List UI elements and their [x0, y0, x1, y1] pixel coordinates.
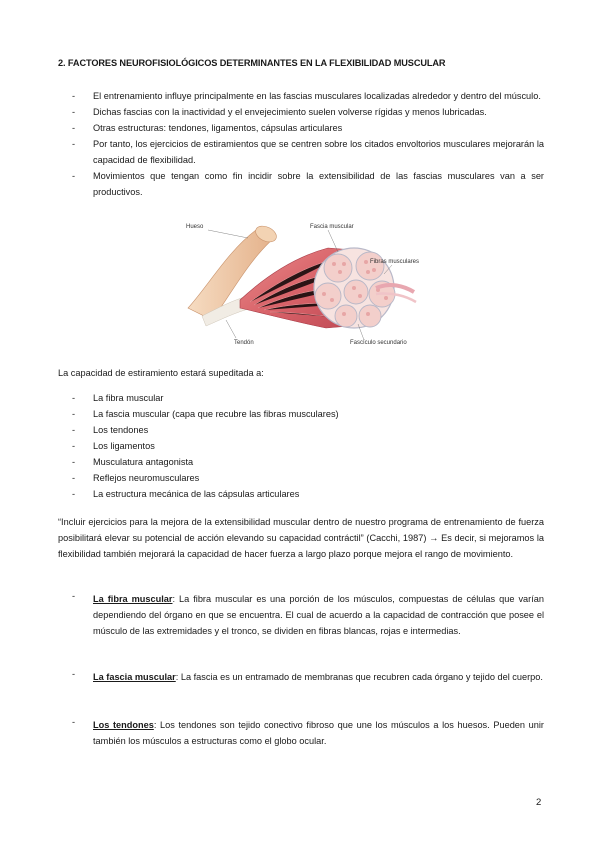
- list-item: - Los tendones: [58, 422, 544, 438]
- list-item: - Musculatura antagonista: [58, 454, 544, 470]
- dash-bullet: -: [72, 91, 76, 101]
- list-item: - Movimientos que tengan como fin incidir sobre la extensibilidad de las fascias musculares van a ser productivos.: [58, 168, 544, 200]
- definition-text: : Los tendones son tejido conectivo fibroso que une los músculos a los huesos. Pueden unir también los músculos a estructuras como el globo ocular.: [93, 720, 544, 746]
- dash-bullet: -: [72, 123, 76, 133]
- label-bone: Hueso: [186, 224, 204, 230]
- muscle-anatomy-illustration: [178, 216, 426, 350]
- dash-bullet: -: [72, 489, 76, 499]
- list-item: - Reflejos neuromusculares: [58, 470, 544, 486]
- definition-text: : La fibra muscular es una porción de los músculos, compuestas de células que varían dependiendo del órgano en que se encuentra. El cual de acuerdo a la capacidad de contracción que posee el músculo de las extremidades y el tronco, se dividen en fibras blancas, rojas e intermedias.: [93, 594, 544, 636]
- quote-paragraph: “Incluir ejercicios para la mejora de la extensibilidad muscular dentro de nuestro programa de entrenamiento de fuerza posibilitará elevar su potencial de acción elevando su capacidad contráctil” (Cacchi, 1987) → Es decir, si mejoramos la flexibilidad también mejorará la capacidad de hacer fuerza a largo plazo porque mejora el rango de movimiento.: [58, 517, 544, 559]
- capacity-intro: La capacidad de estiramiento estará supeditada a:: [58, 368, 264, 378]
- list-item: - Otras estructuras: tendones, ligamentos, cápsulas articulares: [58, 120, 544, 136]
- page-number: 2: [536, 797, 542, 808]
- dash-bullet: -: [72, 473, 76, 483]
- dash-bullet: -: [72, 669, 76, 679]
- fascia-points-list: [58, 88, 544, 200]
- dash-bullet: -: [72, 139, 76, 149]
- label-fibers: Fibras musculares: [370, 259, 420, 265]
- definition-text: : La fascia es un entramado de membranas que recubren cada órgano y tejido del cuerpo.: [175, 672, 543, 682]
- section-heading: 2. FACTORES NEUROFISIOLÓGICOS DETERMINANTES EN LA FLEXIBILIDAD MUSCULAR: [58, 58, 446, 68]
- dash-bullet: -: [72, 591, 76, 601]
- list-item: - Por tanto, los ejercicios de estiramientos que se centren sobre los citados envoltorios musculares mejorarán la capacidad de flexibilidad.: [58, 136, 544, 168]
- list-item: - El entrenamiento influye principalmente en las fascias musculares localizadas alrededor y dentro del músculo.: [58, 88, 544, 104]
- dash-bullet: -: [72, 457, 76, 467]
- definition-term: La fibra muscular: [93, 594, 173, 604]
- label-fascicle: Fascículo secundario: [350, 340, 407, 346]
- label-tendon: Tendón: [234, 340, 254, 346]
- dash-bullet: -: [72, 409, 76, 419]
- list-item: - Dichas fascias con la inactividad y el envejecimiento suelen volverse rígidas y menos lubricadas.: [58, 104, 544, 120]
- definition-fascia: [58, 669, 544, 685]
- dash-bullet: -: [72, 107, 76, 117]
- dash-bullet: -: [72, 441, 76, 451]
- definition-term: Los tendones: [93, 720, 154, 730]
- label-fascia: Fascia muscular: [310, 224, 354, 230]
- capacity-factors-list: [58, 390, 544, 502]
- list-item: - La fibra muscular: [58, 390, 544, 406]
- definition-tendons: [58, 717, 544, 749]
- list-item: - La estructura mecánica de las cápsulas articulares: [58, 486, 544, 502]
- dash-bullet: -: [72, 171, 76, 181]
- dash-bullet: -: [72, 393, 76, 403]
- definition-muscle-fiber: [58, 591, 544, 639]
- dash-bullet: -: [72, 425, 76, 435]
- definition-term: La fascia muscular: [93, 672, 176, 682]
- dash-bullet: -: [72, 717, 76, 727]
- list-item: - Los ligamentos: [58, 438, 544, 454]
- list-item: - La fascia muscular (capa que recubre las fibras musculares): [58, 406, 544, 422]
